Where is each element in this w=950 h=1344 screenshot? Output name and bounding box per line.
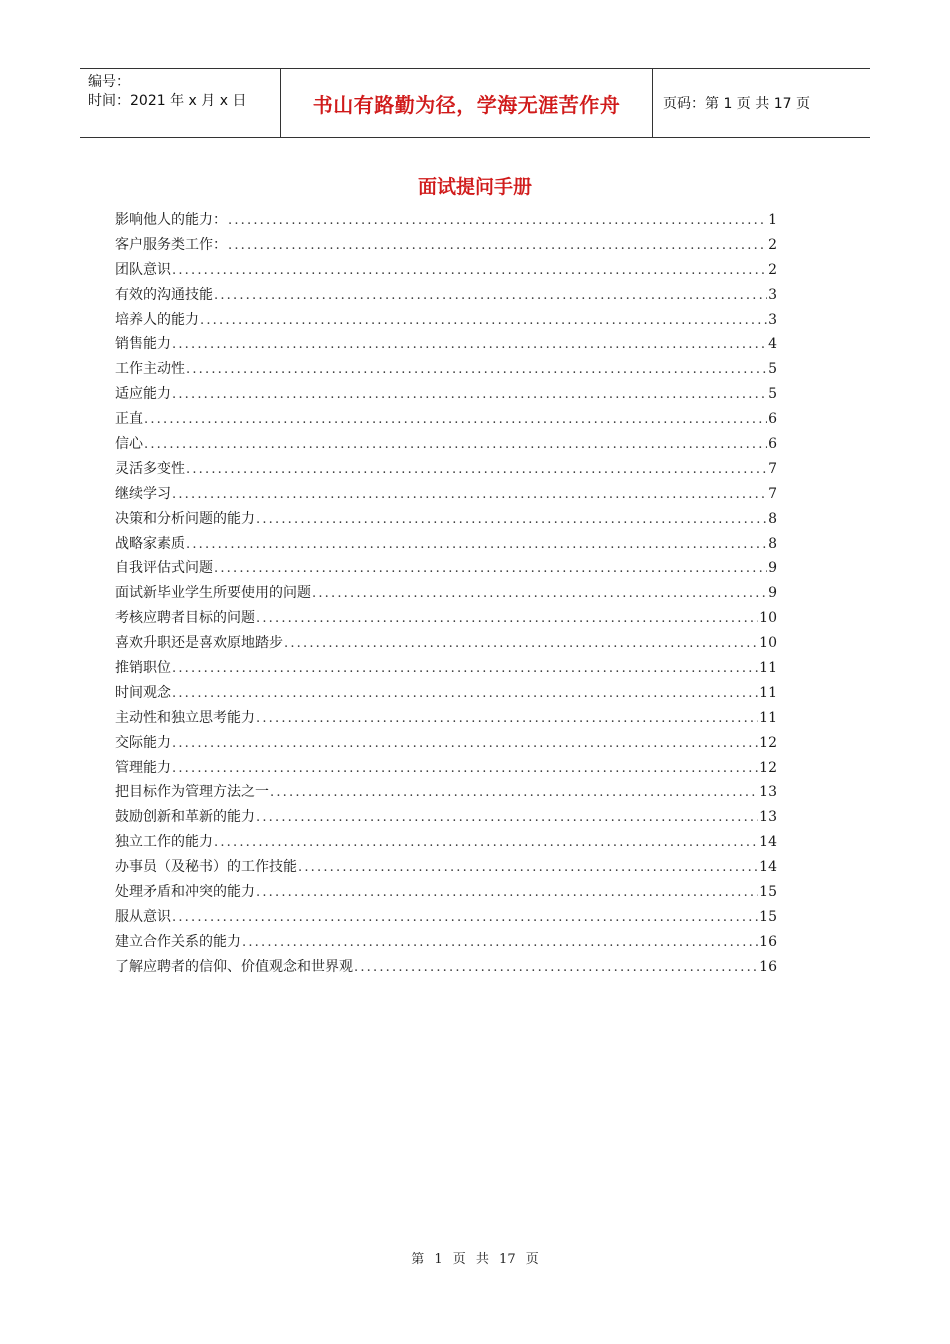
toc-entry[interactable] [115,881,777,906]
toc-entry[interactable] [115,483,777,508]
page-header [80,68,870,138]
toc-entry-label: 客户服务类工作： [115,236,227,253]
toc-entry-page: 12 [759,759,777,776]
toc-entry-page: 15 [759,908,777,925]
toc-entry[interactable] [115,383,777,408]
toc-entry-page: 6 [768,436,777,453]
toc-entry-label: 鼓励创新和革新的能力 [115,809,255,826]
toc-entry-page: 6 [768,411,777,428]
toc-entry[interactable] [115,931,777,956]
toc-entry-page: 3 [768,311,777,328]
toc-entry[interactable] [115,657,777,682]
toc-entry-label: 灵活多变性 [115,460,185,477]
toc-leader-dots [172,661,758,676]
toc-leader-dots [172,337,767,352]
toc-leader-dots [242,935,758,950]
toc-leader-dots [172,736,758,751]
toc-entry-page: 2 [768,261,777,278]
toc-entry-page: 8 [768,510,777,527]
toc-entry[interactable] [115,458,777,483]
toc-entry-label: 影响他人的能力： [115,212,227,228]
toc-entry-page: 7 [768,460,777,477]
toc-entry[interactable] [115,284,777,309]
toc-leader-dots [172,263,767,278]
toc-entry-page: 3 [768,286,777,303]
toc-leader-dots [200,313,767,328]
toc-entry[interactable] [115,234,777,259]
toc-entry-page: 15 [759,884,777,901]
toc-entry[interactable] [115,632,777,657]
header-meta [80,69,281,137]
toc-entry-page: 2 [768,236,777,253]
toc-entry[interactable] [115,358,777,383]
toc-entry-page: 14 [759,834,777,851]
toc-entry-label: 办事员（及秘书）的工作技能 [115,859,297,876]
toc-entry-page: 4 [768,336,777,353]
toc-entry-label: 推销职位 [115,660,171,677]
toc-entry-page: 9 [768,585,777,602]
toc-entry-label: 信心 [115,436,143,453]
toc-leader-dots [228,213,767,228]
toc-leader-dots [172,686,758,701]
toc-entry[interactable] [115,433,777,458]
toc-entry-page: 7 [768,485,777,502]
toc-entry-label: 时间观念 [115,684,171,701]
toc-leader-dots [256,611,758,626]
toc-entry[interactable] [115,707,777,732]
toc-entry-label: 有效的沟通技能 [115,286,213,303]
toc-entry-page: 11 [759,660,777,677]
toc-leader-dots [256,711,758,726]
toc-entry-page: 14 [759,859,777,876]
toc-entry[interactable] [115,607,777,632]
toc-entry[interactable] [115,209,777,234]
toc-leader-dots [172,387,767,402]
toc-leader-dots [228,238,767,253]
toc-entry-page: 10 [759,635,777,652]
toc-leader-dots [354,960,758,975]
toc-entry-label: 管理能力 [115,759,171,776]
toc-entry-page: 5 [768,361,777,378]
toc-leader-dots [312,586,767,601]
toc-leader-dots [214,835,758,850]
toc-entry-page: 11 [759,709,777,726]
toc-entry-page: 9 [768,560,777,577]
toc-leader-dots [172,487,767,502]
toc-entry-page: 13 [759,784,777,801]
toc-entry[interactable] [115,956,777,981]
toc-entry[interactable] [115,259,777,284]
page-footer: 第 1 页 共 17 页 [411,1252,539,1267]
toc-entry-label: 决策和分析问题的能力 [115,510,255,527]
toc-entry[interactable] [115,906,777,931]
toc-leader-dots [144,437,767,452]
toc-entry-label: 服从意识 [115,908,171,925]
toc-leader-dots [284,636,758,651]
toc-leader-dots [214,288,767,303]
toc-entry[interactable] [115,533,777,558]
toc-entry-page: 13 [759,809,777,826]
toc-entry-label: 喜欢升职还是喜欢原地踏步 [115,635,283,652]
toc-entry-label: 主动性和独立思考能力 [115,709,255,726]
toc-entry-label: 了解应聘者的信仰、价值观念和世界观 [115,958,353,975]
toc-entry-page: 8 [768,535,777,552]
toc-entry[interactable] [115,682,777,707]
toc-leader-dots [214,561,767,576]
toc-entry-page: 16 [759,958,777,975]
toc-entry-label: 交际能力 [115,734,171,751]
toc-leader-dots [172,910,758,925]
toc-entry-label: 工作主动性 [115,361,185,378]
toc-leader-dots [256,512,767,527]
toc-entry[interactable] [115,757,777,782]
toc-entry-label: 销售能力 [115,336,171,353]
toc-entry-label: 处理矛盾和冲突的能力 [115,884,255,901]
number-label: 编号： [88,74,130,90]
toc-entry-page: 5 [768,386,777,403]
toc-entry[interactable] [115,781,777,806]
toc-entry[interactable] [115,408,777,433]
toc-entry-label: 把目标作为管理方法之一 [115,784,269,801]
toc-entry-label: 适应能力 [115,386,171,403]
toc-leader-dots [186,362,767,377]
toc-entry-page: 1 [768,212,777,228]
toc-entry[interactable] [115,831,777,856]
toc-entry-label: 继续学习 [115,485,171,502]
toc-entry[interactable] [115,333,777,358]
toc-leader-dots [172,761,758,776]
toc-leader-dots [298,860,758,875]
toc-entry-label: 培养人的能力 [115,311,199,328]
header-page-info: 页码：第 1 页 共 17 页 [663,96,810,112]
toc-entry-label: 面试新毕业学生所要使用的问题 [115,585,311,602]
toc-leader-dots [270,785,758,800]
toc-entry[interactable] [115,508,777,533]
toc-entry[interactable] [115,557,777,582]
toc-entry[interactable] [115,806,777,831]
toc-entry[interactable] [115,582,777,607]
toc-entry-label: 独立工作的能力 [115,834,213,851]
toc-entry[interactable] [115,309,777,334]
toc-leader-dots [256,810,758,825]
toc-leader-dots [186,462,767,477]
toc-leader-dots [256,885,758,900]
toc-entry-page: 11 [759,684,777,701]
toc-leader-dots [186,537,767,552]
toc-entry[interactable] [115,856,777,881]
table-of-contents [115,209,777,981]
toc-entry[interactable] [115,732,777,757]
toc-entry-label: 自我评估式问题 [115,560,213,577]
toc-entry-page: 16 [759,933,777,950]
header-motto: 书山有路勤为径，学海无涯苦作舟 [281,69,653,137]
toc-entry-label: 团队意识 [115,261,171,278]
toc-entry-label: 建立合作关系的能力 [115,933,241,950]
document-title: 面试提问手册 [417,176,532,198]
toc-entry-label: 考核应聘者目标的问题 [115,610,255,627]
toc-entry-label: 战略家素质 [115,535,185,552]
toc-entry-label: 正直 [115,411,143,428]
toc-leader-dots [144,412,767,427]
date-label: 时间：2021 年 x 月 x 日 [88,93,247,109]
toc-entry-page: 10 [759,610,777,627]
toc-entry-page: 12 [759,734,777,751]
